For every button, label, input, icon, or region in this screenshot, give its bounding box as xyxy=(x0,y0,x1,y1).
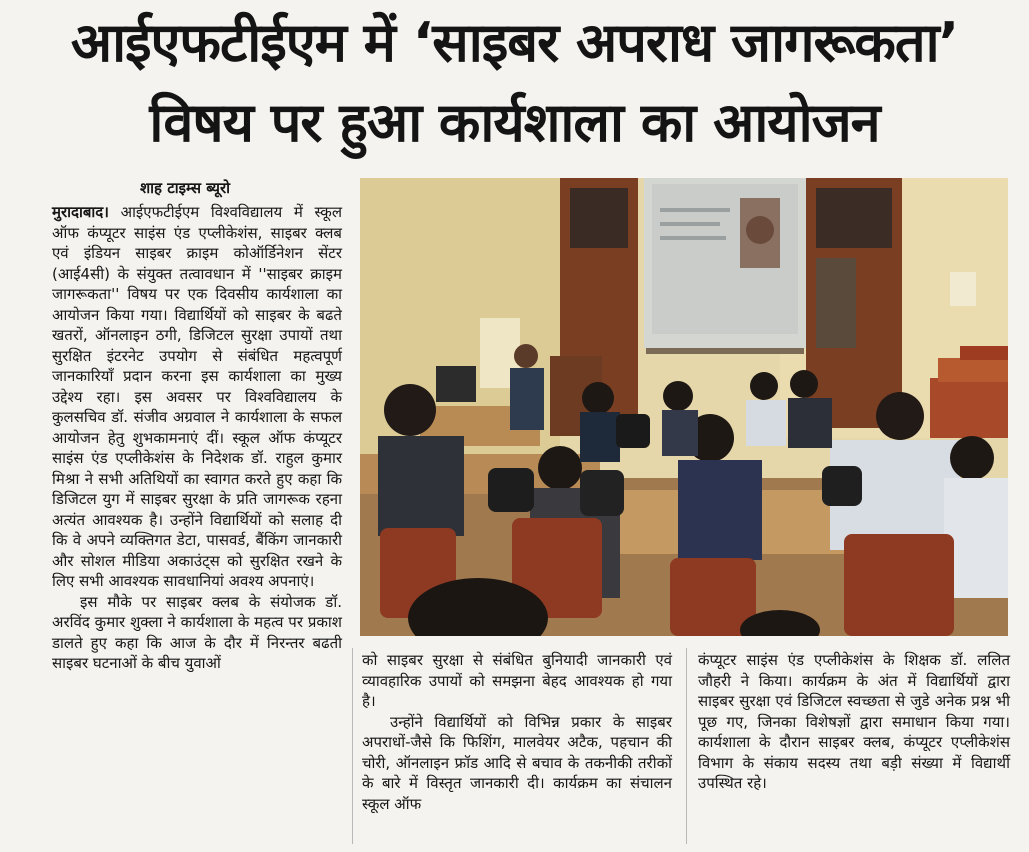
article-paragraph: उन्होंने विद्यार्थियों को विभिन्न प्रकार के साइबर अपराधों-जैसे कि फिशिंग, मालवेयर अटैक, पहचान की चोरी, ऑनलाइन फ्रॉड आदि से बचाव के तकनीकी तरीकों के बारे में विस्तृत जानकारी दी। कार्यक्रम का संचालन स्कूल ऑफ xyxy=(362,712,672,813)
article-paragraph: इस मौके पर साइबर क्लब के संयोजक डॉ. अरविंद कुमार शुक्ला ने कार्यशाला के महत्व पर प्रकाश डालते हुए कहा कि आज के दौर में निरन्तर बढती साइबर घटनाओं के बीच युवाओं xyxy=(52,592,342,672)
classroom-illustration xyxy=(360,178,1008,636)
paragraph-text: आईएफटीईएम विश्वविद्यालय में स्कूल ऑफ कंप्यूटर साइंस एंड एप्लीकेशंस, साइबर क्लब एवं इंडियन साइबर क्राइम कोऑर्डिनेशन सेंटर (आई4सी) के संयुक्त तत्वावधान में ''साइबर क्राइम जागरूकता'' विषय पर एक दिवसीय कार्यशाला का आयोजन किया गया। विद्यार्थियों को साइबर के बढते खतरों, ऑनलाइन ठगी, डिजिटल सुरक्षा उपायों तथा सुरक्षित इंटरनेट उपयोग से संबंधित महत्वपूर्ण जानकारियाँ प्रदान करना इस कार्यशाला का मुख्य उद्देश्य रहा। इस अवसर पर विश्वविद्यालय के कुलसचिव डॉ. संजीव अग्रवाल ने कार्यशाला के सफल आयोजन हेतु शुभकामनाएं दीं। स्कूल ऑफ कंप्यूटर साइंस एंड एप्लीकेशंस के निदेशक डॉ. राहुल कुमार मिश्रा ने सभी अतिथियों का स्वागत करते हुए कहा कि डिजिटल युग में साइबर सुरक्षा के प्रति जागरूक रहना अत्यंत आवश्यक है। उन्होंने विद्यार्थियों को सलाह दी कि वे अपने व्यक्तिगत डेटा, पासवर्ड, बैंकिंग जानकारी और सोशल मीडिया अकाउंट्स को सुरक्षित रखने के लिए सभी आवश्यक सावधानियां अवश्य अपनाएं। xyxy=(52,203,342,590)
byline: शाह टाइम्स ब्यूरो xyxy=(139,179,231,197)
dateline: मुरादाबाद। xyxy=(52,203,109,221)
headline-line-2: विषय पर हुआ कार्यशाला का आयोजन xyxy=(149,91,880,154)
article-paragraph: को साइबर सुरक्षा से संबंधित बुनियादी जानकारी एवं व्यावहारिक उपायों को समझना बेहद आवश्यक हो गया है। xyxy=(362,651,672,710)
workshop-photo xyxy=(360,178,1008,636)
article-paragraph: कंप्यूटर साइंस एंड एप्लीकेशंस के शिक्षक डॉ. ललित जौहरी ने किया। कार्यक्रम के अंत में विद्यार्थियों द्वारा साइबर सुरक्षा एवं डिजिटल स्वच्छता से जुडे अनेक प्रश्न भी पूछ गए, जिनका विशेषज्ञों द्वारा समाधान किया गया। कार्यशाला के दौरान साइबर क्लब, कंप्यूटर एप्लीकेशंस विभाग के संकाय सदस्य तथा बड़ी संख्या में विद्यार्थी उपस्थित रहे। xyxy=(698,651,1010,792)
column-divider xyxy=(352,648,353,844)
column-divider xyxy=(686,648,687,844)
article-paragraph xyxy=(52,202,342,592)
article-column-2 xyxy=(362,650,672,814)
article-column-1 xyxy=(52,202,342,674)
headline-line-1: आईएफटीईएम में ‘साइबर अपराध जागरूकता’ xyxy=(70,11,959,74)
article-column-3 xyxy=(698,650,1010,794)
